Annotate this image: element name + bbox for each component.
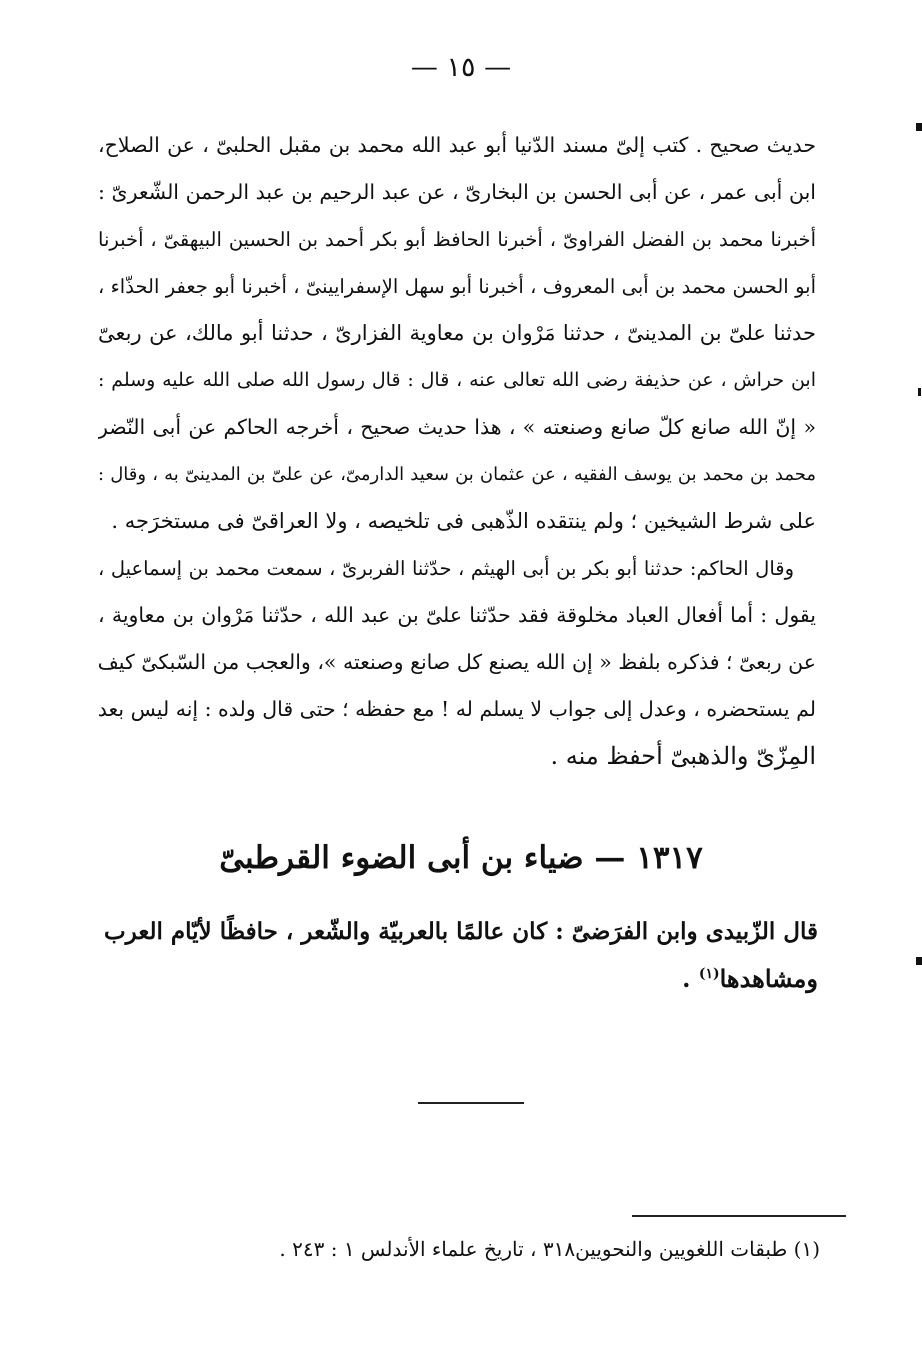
footnote-reference[interactable]: (١) bbox=[698, 966, 720, 982]
section-divider bbox=[418, 1102, 524, 1104]
text-line: المِزّىّ والذهبىّ أحفظ منه . bbox=[550, 742, 816, 770]
entry-body bbox=[104, 908, 818, 1002]
text-line: ابن أبى عمر ، عن أبى الحسن بن البخارىّ ، عن عبد الرحيم بن عبد الرحمن الشّعرىّ : bbox=[98, 180, 816, 204]
entry-line-text: ومشاهدها bbox=[719, 964, 818, 993]
text-line: أبو الحسن محمد بن أبى المعروف ، أخبرنا أبو سهل الإسفرايينىّ ، أخبرنا أبو جعفر الحذّاء ، bbox=[98, 275, 816, 298]
entry-heading: ١٣١٧ — ضياء بن أبى الضوء القرطبىّ bbox=[219, 840, 703, 876]
main-text bbox=[98, 122, 816, 780]
text-line: « إنّ الله صانع كلّ صانع وصنعته » ، هذا حديث صحيح ، أخرجه الحاكم عن أبى النّضر bbox=[98, 415, 816, 439]
text-line: يقول : أما أفعال العباد مخلوقة فقد حدّثنا علىّ بن عبد الله ، حدّثنا مَرْوان بن معاوية ، bbox=[98, 603, 816, 627]
entry-line bbox=[104, 955, 818, 1002]
margin-mark bbox=[918, 388, 921, 396]
entry-line-end: . bbox=[682, 964, 699, 993]
margin-mark bbox=[916, 123, 922, 131]
text-line: حدثنا علىّ بن المدينىّ ، حدثنا مَرْوان بن معاوية الفزارىّ ، حدثنا أبو مالك، عن ربعىّ bbox=[98, 321, 816, 345]
page-number: — ١٥ — bbox=[410, 52, 512, 83]
text-line: محمد بن محمد بن يوسف الفقيه ، عن عثمان بن سعيد الدارمىّ، عن علىّ بن المدينىّ به ، وقال : bbox=[98, 464, 816, 485]
entry-line: قال الزّبيدى وابن الفرَضىّ : كان عالمًا بالعربيّة والشّعر ، حافظًا لأيّام العرب bbox=[104, 918, 818, 945]
text-line: لم يستحضره ، وعدل إلى جواب لا يسلم له ! مع حفظه ؛ حتى قال ولده : إنه ليس بعد bbox=[98, 697, 816, 721]
text-line: على شرط الشيخين ؛ ولم ينتقده الذّهبى فى تلخيصه ، ولا العراقىّ فى مستخرَجه . bbox=[111, 509, 816, 533]
margin-mark bbox=[916, 957, 922, 965]
text-line: أخبرنا محمد بن الفضل الفراوىّ ، أخبرنا الحافظ أبو بكر أحمد بن الحسين البيهقىّ ، أخبرنا bbox=[98, 228, 816, 251]
text-line: حديث صحيح . كتب إلىّ مسند الدّنيا أبو عبد الله محمد بن مقبل الحلبىّ ، عن الصلاح، bbox=[98, 133, 816, 157]
paragraph-hakim bbox=[98, 545, 816, 780]
text-line: وقال الحاكم: حدثنا أبو بكر بن أبى الهيثم ، حدّثنا الفربرىّ ، سمعت محمد بن إسماعيل ، bbox=[98, 557, 794, 580]
footnote-divider bbox=[632, 1215, 846, 1217]
text-line: عن ربعىّ ؛ فذكره بلفظ « إن الله يصنع كل صانع وصنعته »، والعجب من السّبكىّ كيف bbox=[98, 650, 816, 674]
footnote: (١) طبقات اللغويين والنحويين٣١٨ ، تاريخ علماء الأندلس ١ : ٢٤٣ . bbox=[279, 1237, 820, 1261]
text-line: ابن حراش ، عن حذيفة رضى الله تعالى عنه ، قال : قال رسول الله صلى الله عليه وسلم : bbox=[98, 369, 816, 391]
paragraph-hadith bbox=[98, 122, 816, 545]
